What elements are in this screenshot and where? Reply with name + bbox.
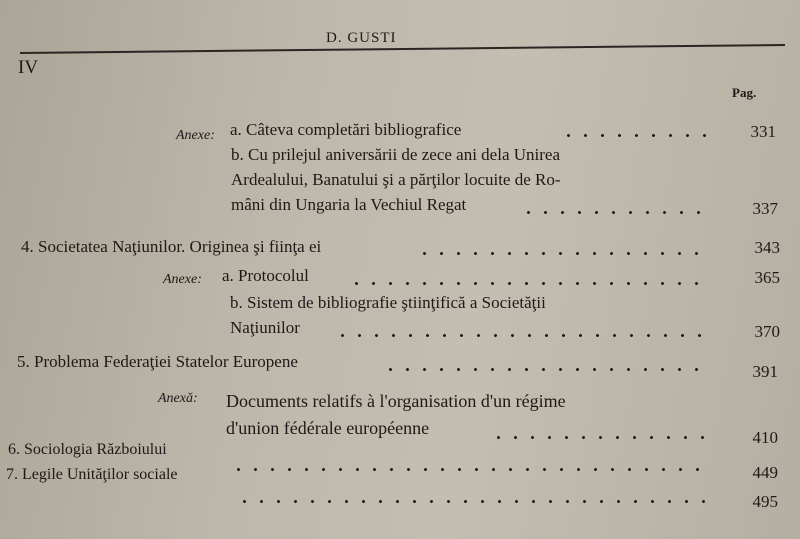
leader-dots [334,334,712,337]
toc-chapter-title: 6. Sociologia Războiului [8,441,167,458]
toc-entry-line: mâni din Ungaria la Vechiul Regat [231,195,467,214]
toc-entry-line: d'union fédérale européenne [226,418,430,438]
toc-entry-line: Ardealului, Banatului şi a părţilor locuite de Ro- [231,170,561,189]
toc-page-number: 370 [754,322,780,341]
toc-entry-line: b. Cu prilejul aniversării de zece ani dela Unirea [231,145,560,164]
toc-entry-text: a. Câteva completări bibliografice [230,120,462,139]
leader-dots [560,134,712,137]
toc-entry-line: b. Sistem de bibliografie ştiinţifică a Societăţii [230,293,546,312]
toc-page-number: 343 [754,238,780,257]
leader-dots [416,252,712,255]
toc-entry-text: a. Protocolul [222,266,309,285]
leader-dots [520,211,710,214]
toc-page-number: 495 [752,492,778,511]
toc-page-number: 331 [750,122,776,141]
annex-prefix: Anexă: [158,391,198,406]
header-rule [20,44,785,54]
annex-prefix: Anexe: [163,272,202,287]
toc-page-number: 391 [752,362,778,381]
toc-page-number: 365 [754,268,780,287]
leader-dots [382,368,712,371]
page-number-roman: IV [18,57,39,78]
toc-chapter-title: 5. Problema Federaţiei Statelor Europene [17,352,298,371]
toc-page-number: 449 [752,463,778,482]
toc-entry-line: Naţiunilor [230,318,300,337]
running-header-author: D. GUSTI [326,30,397,46]
toc-entry-line: Documents relatifs à l'organisation d'un régime [226,391,566,411]
toc-chapter-title: 7. Legile Unităţilor sociale [6,466,178,483]
leader-dots [236,500,712,503]
leader-dots [230,468,712,471]
leader-dots [490,436,712,439]
leader-dots [348,282,712,285]
toc-page-number: 410 [752,428,778,447]
annex-prefix: Anexe: [176,128,215,143]
toc-chapter-title: 4. Societatea Naţiunilor. Originea şi fiinţa ei [21,237,322,256]
page-column-label: Pag. [732,85,757,100]
toc-page-number: 337 [752,199,778,218]
